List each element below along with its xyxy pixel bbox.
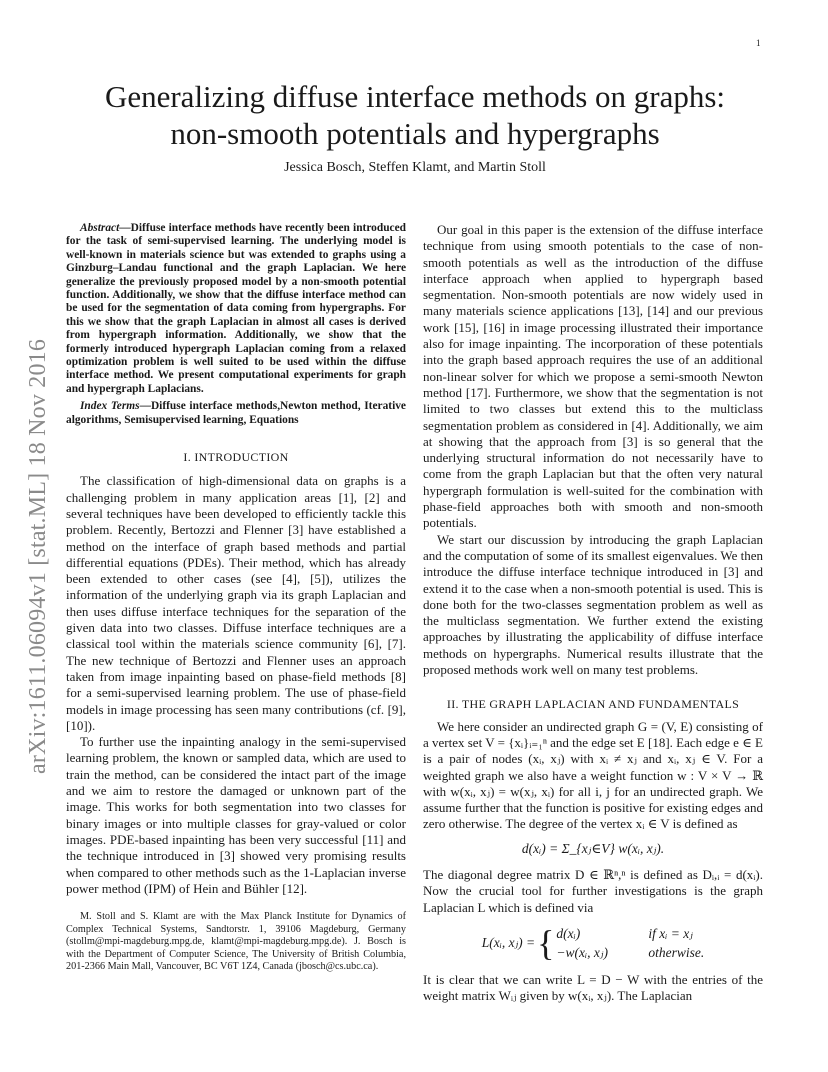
laplacian-equation <box>423 924 763 962</box>
index-terms-label: Index Terms <box>80 400 140 413</box>
laplacian-equation-lhs: L(xᵢ, xⱼ) = <box>481 934 536 950</box>
abstract-text: —Diffuse interface methods have recently been introduced for the task of semi-supervised learning. The underlying model is well-known in materials science but was extended to graphs using a Ginzburg–Landau functional and the graph Laplacian. We here generalize the previously proposed model by a non-smooth potential function. Additionally, we show that the diffuse interface method can be used for the segmentation of data coming from hypergraphs. For this we show that the graph Laplacian in almost all cases is derived from hypergraph information. Additionally, we show that the formerly introduced hypergraph Laplacian coming from a relaxed optimization problem is well suited to be used within the diffuse interface method. We present computational experiments for graph and hypergraph Laplacians. <box>66 222 406 395</box>
right-paragraph-1: Our goal in this paper is the extension of the diffuse interface technique from using smooth potentials to the case of non-smooth potentials as well as the introduction of the diffuse interface approach when applied to hypergraph based segmentation. Non-smooth potentials are now widely used in many materials science applications [13], [14] and our previous work [15], [16] in image processing illustrated their importance also for image inpainting. The incorporation of these potentials into the graph based approach requires the use of an additional non-linear solver for which we propose a semi-smooth Newton method [17]. Furthermore, we show that the segmentation is not limited to two classes but extend this to the multiclass segmentation problem as considered in [4]. Additionally, we aim at showing that the approach from [3] is so general that the underlying structural information do not necessarily have to come from the graph Laplacian but that the often very natural hypergraph formulation is well-suited for the combination with phase-field approaches both with smooth and non-smooth potentials. <box>423 222 763 531</box>
section2-paragraph-3: It is clear that we can write L = D − W with the entries of the weight matrix Wᵢⱼ given by w(xᵢ, xⱼ). The Laplacian <box>423 971 763 1004</box>
section2-paragraph-2: The diagonal degree matrix D ∈ ℝⁿ,ⁿ is defined as Dᵢ,ᵢ = d(xᵢ). Now the crucial tool for further investigations is the graph Laplacian L which is defined via <box>423 866 763 915</box>
index-terms <box>66 400 406 427</box>
section-heading-introduction: I. INTRODUCTION <box>183 450 289 465</box>
title-line-2: non-smooth potentials and hypergraphs <box>170 116 660 151</box>
abstract <box>66 222 406 396</box>
case1-value: d(xᵢ) <box>556 925 581 941</box>
index-terms-text: —Diffuse interface methods,Newton method, Iterative algorithms, Semisupervised learning, Equations <box>66 400 406 426</box>
intro-paragraph-1: The classification of high-dimensional data on graphs is a challenging problem in many application areas [1], [2] and several techniques have been developed to efficiently tackle this problem. Recently, Bertozzi and Flenner [3] have established a method on the interface of graph based methods and partial differential equations (PDEs). Their method, which has already been extended to other cases (see [4], [5]), utilizes the information of the underlying graph via its graph Laplacian and then uses diffuse interface techniques for the separation of the given data into two classes. Diffuse interface techniques are a classical tool within the materials science community [6], [7]. The new technique of Bertozzi and Flenner uses an approach taken from image inpainting based on phase-field methods [8] for a semi-supervised learning problem. The use of phase-field models in image processing has seen many contributions (cf. [9], [10]). <box>66 473 406 733</box>
intro-paragraph-2: To further use the inpainting analogy in the semi-supervised learning problem, the known or sampled data, which are used to train the method, can be considered the intact part of the image and we aim to restore the damaged or unknown part of the image. This works for both segmentation into two classes for binary images or into multiple classes for gray-valued or color images. PDE-based inpainting has been very successful [11] and the technique introduced in [3] showed very promising results when compared to other methods such as the 1-Laplacian inverse power method (IPM) of Hein and Bühler [12]. <box>66 734 406 896</box>
section-heading-graph-laplacian: II. THE GRAPH LAPLACIAN AND FUNDAMENTALS <box>446 697 740 712</box>
author-footnote: M. Stoll and S. Klamt are with the Max Planck Institute for Dynamics of Complex Technical Systems, Sandtorstr. 1, 39106 Magdeburg, Germany (stollm@mpi-magdeburg.mpg.de, klamt@mpi-magdeburg.mpg.de). J. Bosch is with the Department of Computer Science, The University of British Columbia, 201-2366 Main Mall, Vancouver, BC V6T 1Z4, Canada (jbosch@cs.ubc.ca). <box>66 911 406 973</box>
brace-symbol: { <box>537 922 555 963</box>
authors: Jessica Bosch, Steffen Klamt, and Martin Stoll <box>284 160 546 175</box>
right-paragraph-2: We start our discussion by introducing the graph Laplacian and the computation of some of its smallest eigenvalues. We then introduce the diffuse interface technique introduced in [3] and extend it to the case when a non-smooth potential is used. This is done both for the two-classes segmentation problem as well as the multiclass segmentation. We further extend the existing approaches by illustrating the applicability of diffuse interface methods on hypergraphs. Numerical results illustrate that the proposed methods work well on many test problems. <box>423 531 763 678</box>
section2-paragraph-1: We here consider an undirected graph G = (V, E) consisting of a vertex set V = {xᵢ}ᵢ₌₁ⁿ and the edge set E [18]. Each edge e ∈ E is a pair of nodes (xᵢ, xⱼ) with xᵢ ≠ xⱼ and xᵢ, xⱼ ∈ V. For a weighted graph we also have a weight function w : V × V → ℝ with w(xᵢ, xⱼ) = w(xⱼ, xᵢ) for all i, j for an undirected graph. We assume further that the function is positive for existing edges and zero otherwise. The degree of the vertex xᵢ ∈ V is defined as <box>423 718 763 832</box>
case2-condition: otherwise. <box>648 944 705 960</box>
arxiv-identifier: arXiv:1611.06094v1 [stat.ML] 18 Nov 2016 <box>25 338 51 774</box>
degree-equation: d(xᵢ) = Σ_{xⱼ∈V} w(xᵢ, xⱼ). <box>521 840 665 856</box>
title-line-1: Generalizing diffuse interface methods on graphs: <box>104 79 726 114</box>
case2-value: −w(xᵢ, xⱼ) <box>556 944 608 960</box>
paper-title <box>60 78 770 152</box>
case1-condition: if xᵢ = xⱼ <box>648 925 693 941</box>
right-column <box>423 222 763 1004</box>
abstract-label: Abstract <box>80 222 120 234</box>
page-number: 1 <box>756 38 761 48</box>
left-column <box>66 222 406 974</box>
